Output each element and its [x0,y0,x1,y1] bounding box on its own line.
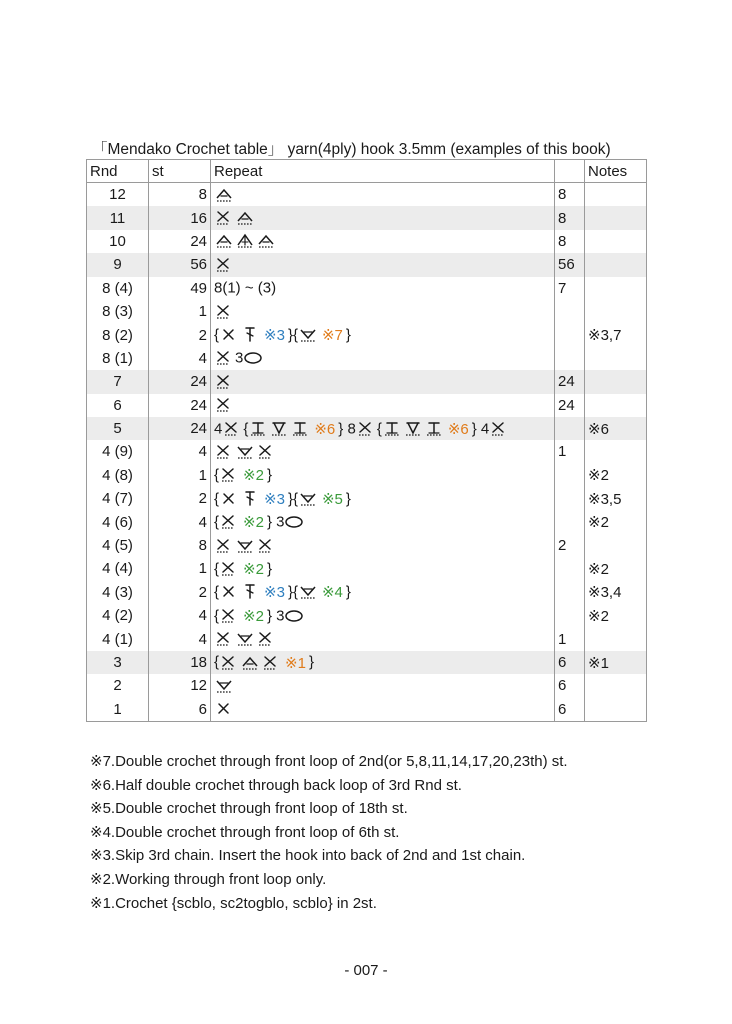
notes-cell [585,698,647,722]
single-crochet-icon [219,326,239,344]
notes-cell [585,300,647,323]
repeat-cell [211,206,555,229]
repeat-cell [211,651,555,674]
st-cell: 2 [149,487,211,510]
sc2tog-icon [240,654,260,672]
single-crochet-blo-icon [219,654,239,672]
repeat-cell [211,698,555,722]
single-crochet-blo-icon [219,513,239,531]
notes-cell: ※2 [585,464,647,487]
repeat-text: { [243,420,249,438]
single-crochet-blo-icon [214,373,234,391]
st-cell: 2 [149,323,211,346]
st-cell: 8 [149,534,211,557]
st-cell: 16 [149,206,211,229]
single-crochet-blo-icon [256,630,276,648]
table-row [87,183,647,207]
rnd-cell: 3 [87,651,149,674]
table-row [87,394,647,417]
notes-cell [585,253,647,276]
table-row [87,253,647,276]
st-cell: 4 [149,604,211,627]
single-crochet-blo-icon [356,420,376,438]
repeat-cell [211,674,555,697]
note-reference: ※2 [243,607,264,625]
notes-cell [585,230,647,253]
count-cell: 1 [555,440,585,463]
st-cell: 49 [149,277,211,300]
single-crochet-blo-icon [214,303,234,321]
repeat-text: } 4 [471,420,490,438]
table-row [87,277,647,300]
chain-icon [243,349,263,367]
count-cell: 7 [555,277,585,300]
rnd-cell: 2 [87,674,149,697]
repeat-cell [211,534,555,557]
repeat-text: 8(1) ~ (3) [214,280,277,298]
table-row [87,300,647,323]
count-cell [555,581,585,604]
repeat-text: { [214,513,220,531]
repeat-text: { [214,326,220,344]
repeat-cell [211,440,555,463]
rnd-cell: 5 [87,417,149,440]
chain-icon [284,607,304,625]
notes-cell: ※3,7 [585,323,647,346]
page-number: - 007 - [344,962,388,979]
st-cell: 8 [149,183,211,207]
increase-icon [235,630,255,648]
table-row [87,206,647,229]
table-header-row [87,160,647,183]
table-row [87,510,647,533]
rnd-cell: 4 (5) [87,534,149,557]
repeat-text: } 8 [338,420,356,438]
st-cell: 6 [149,698,211,722]
rnd-cell: 8 (4) [87,277,149,300]
header-rnd: Rnd [87,160,149,183]
repeat-text: { [214,560,220,578]
single-crochet-icon [219,583,239,601]
note-reference: ※5 [321,490,343,508]
single-crochet-blo-icon [222,420,242,438]
repeat-cell [211,394,555,417]
note-reference: ※2 [243,514,264,532]
repeat-cell [211,557,555,580]
note-reference: ※2 [243,467,264,485]
repeat-text: { [376,420,382,438]
count-cell [555,347,585,370]
repeat-cell [211,323,555,346]
count-cell [555,557,585,580]
rnd-cell: 4 (2) [87,604,149,627]
single-crochet-blo-icon [219,466,239,484]
count-cell: 8 [555,206,585,229]
sc3tog-icon [235,232,255,250]
sc2tog-icon [214,186,234,204]
repeat-cell [211,464,555,487]
repeat-cell [211,370,555,393]
st-cell: 12 [149,674,211,697]
hdc-increase-icon [269,420,289,438]
double-crochet-icon [240,583,260,601]
sc2tog-icon [235,209,255,227]
repeat-cell [211,230,555,253]
table-row [87,417,647,440]
notes-cell: ※6 [585,417,647,440]
table-row [87,370,647,393]
double-crochet-icon [240,490,260,508]
increase-icon [235,443,255,461]
repeat-text: } 3 [266,607,285,625]
count-cell [555,510,585,533]
chain-icon [284,513,304,531]
st-cell: 18 [149,651,211,674]
rnd-cell: 4 (8) [87,464,149,487]
repeat-cell [211,253,555,276]
st-cell: 1 [149,464,211,487]
repeat-text: { [214,607,220,625]
header-st: st [149,160,211,183]
st-cell: 24 [149,230,211,253]
single-crochet-blo-icon [261,654,281,672]
single-crochet-icon [214,700,234,718]
double-crochet-icon [240,326,260,344]
single-crochet-blo-icon [219,560,239,578]
repeat-text: } 3 [266,513,285,531]
repeat-cell [211,183,555,207]
note-reference: ※3 [264,584,285,602]
rnd-cell: 6 [87,394,149,417]
st-cell: 24 [149,394,211,417]
table-title: 「Mendako Crochet table」 yarn(4ply) hook 3.5mm (examples of this book) [92,141,611,158]
notes-cell [585,277,647,300]
single-crochet-blo-icon [214,537,234,555]
repeat-cell [211,487,555,510]
repeat-text: } [345,490,351,508]
st-cell: 4 [149,627,211,650]
single-crochet-icon [219,490,239,508]
repeat-text: { [214,490,220,508]
notes-cell [585,183,647,207]
count-cell [555,417,585,440]
repeat-text: { [214,466,220,484]
rnd-cell: 8 (2) [87,323,149,346]
count-cell: 24 [555,370,585,393]
rnd-cell: 9 [87,253,149,276]
rnd-cell: 8 (1) [87,347,149,370]
note-reference: ※6 [447,420,469,438]
count-cell [555,487,585,510]
table-row [87,323,647,346]
hdc-increase-icon [403,420,423,438]
rnd-cell: 4 (3) [87,581,149,604]
repeat-text: } [345,326,351,344]
rnd-cell: 11 [87,206,149,229]
notes-cell [585,394,647,417]
table-row [87,604,647,627]
sc2tog-icon [214,232,234,250]
single-crochet-blo-icon [214,630,234,648]
table-row [87,487,647,510]
footnotes [90,750,568,915]
repeat-cell [211,510,555,533]
repeat-text: } [308,654,314,672]
note-reference: ※1 [285,654,306,672]
rnd-cell: 1 [87,698,149,722]
repeat-text: } [345,583,351,601]
repeat-text: }{ [287,583,298,601]
note-reference: ※4 [321,584,343,602]
increase-icon [214,677,234,695]
count-cell [555,464,585,487]
count-cell: 8 [555,183,585,207]
notes-cell [585,627,647,650]
repeat-cell [211,627,555,650]
footnote-item: ※2.Working through front loop only. [90,870,327,888]
count-cell: 1 [555,627,585,650]
single-crochet-blo-icon [489,420,509,438]
notes-cell [585,440,647,463]
increase-icon [298,490,318,508]
table-row [87,464,647,487]
rnd-cell: 12 [87,183,149,207]
st-cell: 1 [149,557,211,580]
crochet-table [86,159,647,722]
single-crochet-blo-icon [214,396,234,414]
footnote-item: ※1.Crochet {scblo, sc2togblo, scblo} in 2st. [90,894,377,912]
half-double-crochet-icon [248,420,268,438]
count-cell [555,604,585,627]
rnd-cell: 8 (3) [87,300,149,323]
half-double-crochet-icon [424,420,444,438]
count-cell [555,323,585,346]
notes-cell: ※2 [585,510,647,533]
single-crochet-blo-icon [256,443,276,461]
rnd-cell: 10 [87,230,149,253]
table-row [87,440,647,463]
count-cell [555,300,585,323]
note-reference: ※3 [264,327,285,345]
increase-icon [298,583,318,601]
table-row [87,698,647,722]
single-crochet-blo-icon [214,256,234,274]
note-reference: ※3 [264,490,285,508]
increase-icon [298,326,318,344]
st-cell: 4 [149,510,211,533]
header-count [555,160,585,183]
repeat-cell [211,581,555,604]
st-cell: 4 [149,347,211,370]
notes-cell [585,674,647,697]
notes-cell: ※2 [585,557,647,580]
st-cell: 56 [149,253,211,276]
table-row [87,347,647,370]
increase-icon [235,537,255,555]
st-cell: 24 [149,417,211,440]
table-row [87,230,647,253]
header-notes: Notes [585,160,647,183]
count-cell: 6 [555,651,585,674]
table-row [87,534,647,557]
table-row [87,557,647,580]
repeat-text: { [214,654,220,672]
note-reference: ※7 [321,327,343,345]
notes-cell [585,206,647,229]
repeat-cell [211,604,555,627]
rnd-cell: 7 [87,370,149,393]
table-row [87,627,647,650]
count-cell: 2 [555,534,585,557]
count-cell: 24 [555,394,585,417]
table-row [87,651,647,674]
repeat-cell [211,277,555,300]
count-cell: 8 [555,230,585,253]
half-double-crochet-icon [290,420,310,438]
note-reference: ※2 [243,560,264,578]
rnd-cell: 4 (9) [87,440,149,463]
notes-cell: ※2 [585,604,647,627]
footnote-item: ※7.Double crochet through front loop of 2nd(or 5,8,11,14,17,20,23th) st. [90,753,568,770]
notes-cell [585,534,647,557]
rnd-cell: 4 (6) [87,510,149,533]
st-cell: 1 [149,300,211,323]
count-cell: 6 [555,674,585,697]
rnd-cell: 4 (4) [87,557,149,580]
notes-cell [585,347,647,370]
repeat-text: }{ [287,326,298,344]
note-reference: ※6 [314,420,336,438]
single-crochet-blo-icon [219,607,239,625]
notes-cell: ※1 [585,651,647,674]
footnote-item: ※5.Double crochet through front loop of 18th st. [90,800,408,818]
rnd-cell: 4 (7) [87,487,149,510]
repeat-text: { [214,583,220,601]
notes-cell: ※3,5 [585,487,647,510]
repeat-text: } [266,560,272,578]
footnote-item: ※4.Double crochet through front loop of 6th st. [90,823,400,841]
single-crochet-blo-icon [214,443,234,461]
rnd-cell: 4 (1) [87,627,149,650]
count-cell: 6 [555,698,585,722]
st-cell: 24 [149,370,211,393]
half-double-crochet-icon [382,420,402,438]
st-cell: 2 [149,581,211,604]
table-row [87,581,647,604]
repeat-cell [211,347,555,370]
repeat-text: }{ [287,490,298,508]
notes-cell: ※3,4 [585,581,647,604]
repeat-text: } [266,466,272,484]
notes-cell [585,370,647,393]
single-crochet-blo-icon [214,209,234,227]
single-crochet-blo-icon [256,537,276,555]
st-cell: 4 [149,440,211,463]
repeat-text: 3 [235,349,244,367]
repeat-cell [211,300,555,323]
sc2tog-icon [256,232,276,250]
single-crochet-blo-icon [214,349,234,367]
repeat-text: 4 [214,420,223,438]
repeat-cell [211,417,555,440]
header-repeat: Repeat [211,160,555,183]
footnote-item: ※6.Half double crochet through back loop of 3rd Rnd st. [90,776,462,794]
footnote-item: ※3.Skip 3rd chain. Insert the hook into back of 2nd and 1st chain. [90,847,526,865]
table-row [87,674,647,697]
count-cell: 56 [555,253,585,276]
